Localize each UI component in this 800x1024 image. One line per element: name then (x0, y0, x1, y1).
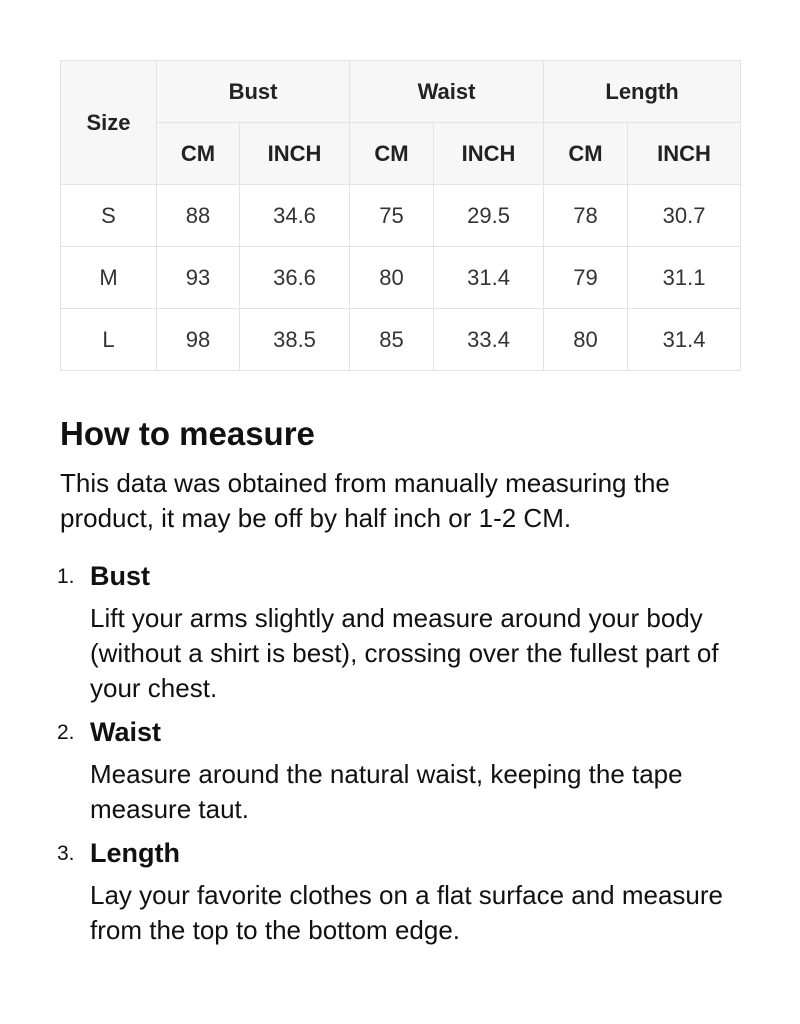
unit-header: CM (544, 123, 628, 185)
value-cell: 75 (350, 185, 434, 247)
value-cell: 80 (544, 309, 628, 371)
table-header-row-groups (61, 61, 741, 123)
step-title-length: Length (90, 838, 180, 868)
value-cell: 88 (157, 185, 240, 247)
list-item (57, 556, 750, 706)
step-title-waist: Waist (90, 717, 162, 747)
unit-header: CM (350, 123, 434, 185)
value-cell: 85 (350, 309, 434, 371)
step-number: 3. (57, 842, 75, 865)
table-row (61, 247, 741, 309)
waist-group-header: Waist (350, 61, 544, 123)
value-cell: 33.4 (434, 309, 544, 371)
unit-header: INCH (434, 123, 544, 185)
value-cell: 78 (544, 185, 628, 247)
step-description: Measure around the natural waist, keeping the tape measure taut. (90, 759, 683, 824)
step-title-bust: Bust (90, 561, 150, 591)
value-cell: 29.5 (434, 185, 544, 247)
how-to-measure-heading: How to measure (60, 415, 315, 452)
size-cell: S (61, 185, 157, 247)
value-cell: 30.7 (628, 185, 741, 247)
step-description: Lift your arms slightly and measure around your body (without a shirt is best), crossing over the fullest part of your chest. (90, 603, 719, 703)
value-cell: 80 (350, 247, 434, 309)
size-cell: M (61, 247, 157, 309)
measurement-intro-text: This data was obtained from manually measuring the product, it may be off by half inch or 1-2 CM. (60, 468, 670, 533)
value-cell: 38.5 (240, 309, 350, 371)
list-item (57, 712, 750, 827)
value-cell: 93 (157, 247, 240, 309)
measurement-steps-list (57, 556, 750, 954)
value-cell: 31.4 (628, 309, 741, 371)
table-header-row-units (61, 123, 741, 185)
bust-group-header: Bust (157, 61, 350, 123)
unit-header: INCH (240, 123, 350, 185)
value-cell: 31.4 (434, 247, 544, 309)
size-column-header: Size (61, 61, 157, 185)
unit-header: INCH (628, 123, 741, 185)
length-group-header: Length (544, 61, 741, 123)
value-cell: 34.6 (240, 185, 350, 247)
size-chart-table (60, 60, 741, 371)
step-number: 2. (57, 721, 75, 744)
list-item (57, 833, 750, 948)
table-row (61, 309, 741, 371)
step-description: Lay your favorite clothes on a flat surface and measure from the top to the bottom edge. (90, 880, 724, 945)
page (57, 60, 740, 945)
value-cell: 98 (157, 309, 240, 371)
value-cell: 36.6 (240, 247, 350, 309)
size-cell: L (61, 309, 157, 371)
unit-header: CM (157, 123, 240, 185)
value-cell: 79 (544, 247, 628, 309)
value-cell: 31.1 (628, 247, 741, 309)
step-number: 1. (57, 565, 75, 588)
table-row (61, 185, 741, 247)
